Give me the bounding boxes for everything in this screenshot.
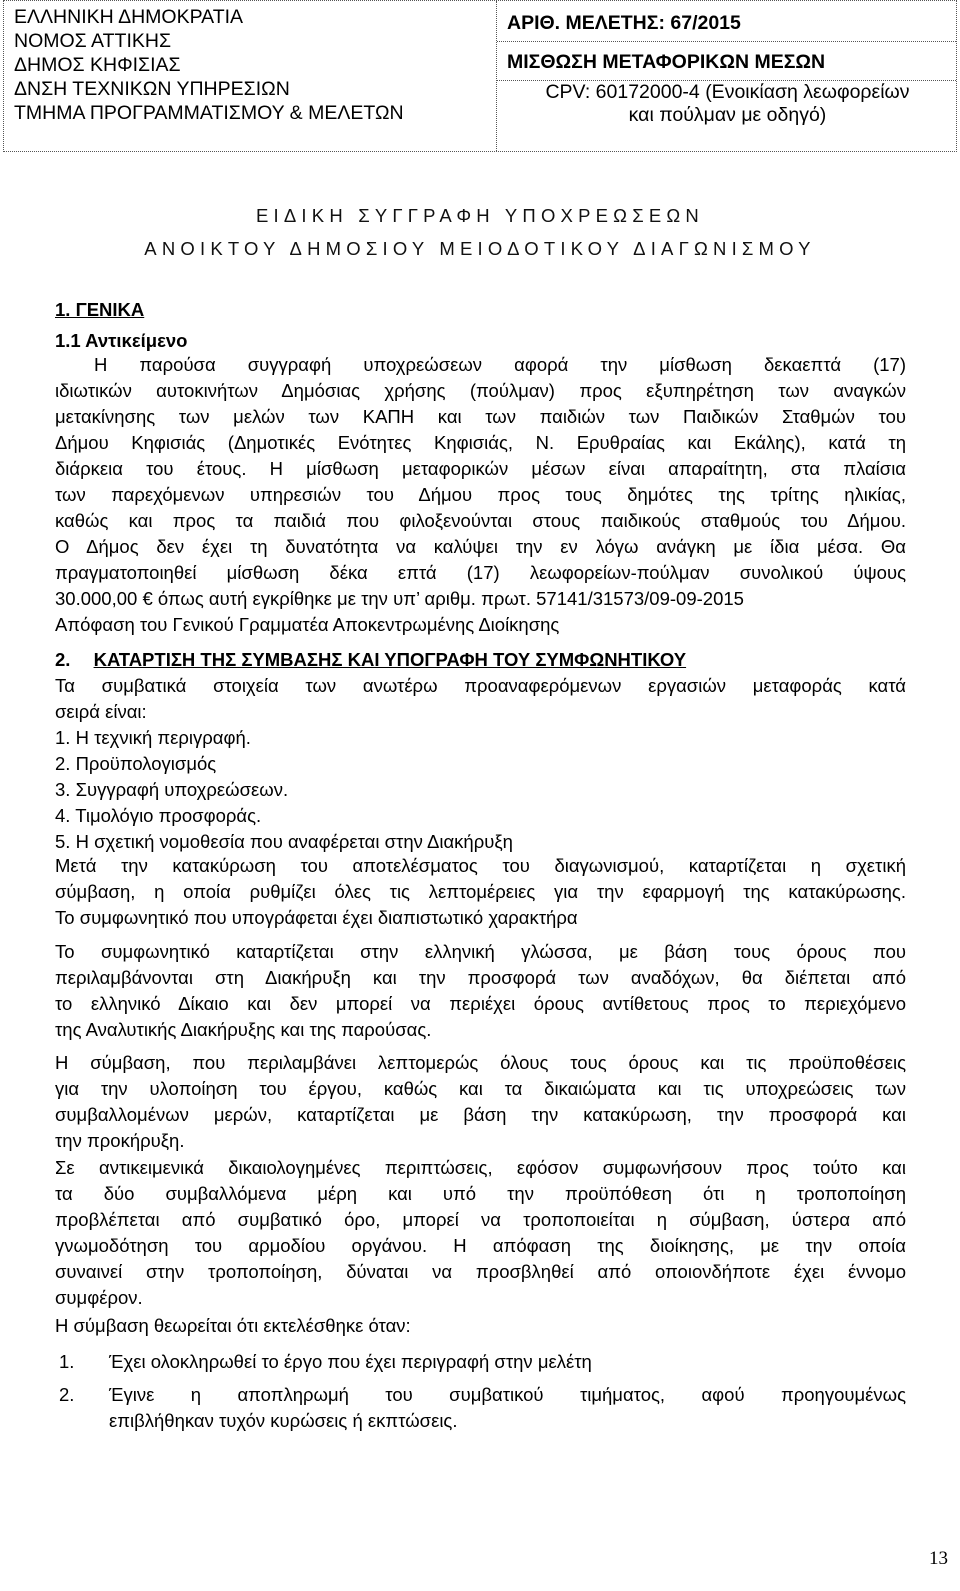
issuing-authority xyxy=(4,1,497,151)
condition-item xyxy=(55,1382,906,1434)
authority-line: ΝΟΜΟΣ ΑΤΤΙΚΗΣ xyxy=(14,30,171,52)
study-info xyxy=(497,1,956,151)
document-title-line1: ΕΙΔΙΚΗ ΣΥΓΓΡΑΦΗ ΥΠΟΧΡΕΩΣΕΩΝ xyxy=(256,205,704,226)
project-title: ΜΙΣΘΩΣΗ ΜΕΤΑΦΟΡΙΚΩΝ ΜΕΣΩΝ xyxy=(497,42,956,81)
text-line: πραγματοποιηθεί μίσθωση δέκα επτά (17) λεωφορείων-πούλμαν συνολικού ύψους xyxy=(55,562,906,583)
page-number: 13 xyxy=(929,1548,948,1569)
text-line: τα δύο συμβαλλόμενα μέρη και υπό την προϋπόθεση ότι η τροποποίηση xyxy=(55,1183,906,1204)
text-line: 30.000,00 € όπως αυτή εγκρίθηκε με την υπ’ αριθμ. πρωτ. 57141/31573/09-09-2015 xyxy=(55,588,744,609)
authority-line: ΕΛΛΗΝΙΚΗ ΔΗΜΟΚΡΑΤΙΑ xyxy=(14,6,244,28)
section-2-number: 2. xyxy=(55,649,71,670)
text-line: το ελληνικό Δίκαιο και δεν μπορεί να περιέχει όρους αντίθετους προς το περιεχόμενο xyxy=(55,993,906,1014)
text-line: μετακίνησης των μελών των ΚΑΠΗ και των παιδιών των Παιδικών Σταθμών του xyxy=(55,406,906,427)
section-heading xyxy=(55,297,906,323)
list-item: 4. Τιμολόγιο προσφοράς. xyxy=(55,805,262,826)
text-line: Τα συμβατικά στοιχεία των ανωτέρω προαναφερόμενων εργασιών μεταφοράς κατά xyxy=(55,675,906,696)
text-line: Μετά την κατακύρωση του αποτελέσματος του διαγωνισμού, καταρτίζεται η σχετική xyxy=(55,855,906,876)
text-line: σειρά είναι: xyxy=(55,701,147,722)
text-line: Η παρούσα συγγραφή υποχρεώσεων αφορά την μίσθωση δεκαεπτά (17) xyxy=(94,354,906,375)
text-line: περιλαμβάνονται στη Διακήρυξη και την προσφορά των αναδόχων, θα διέπεται από xyxy=(55,967,906,988)
text-line: προβλέπεται από συμβατικό όρο, μπορεί να τροποποιείται η σύμβαση, ύστερα από xyxy=(55,1209,906,1230)
text-line: Απόφαση του Γενικού Γραμματέα Αποκεντρωμένης Διοίκησης xyxy=(55,614,560,635)
paragraph xyxy=(55,1155,906,1311)
section-1-heading: 1. ΓΕΝΙΚΑ xyxy=(55,299,145,320)
text-line: για την υλοποίηση του έργου, καθώς και τα δικαιώματα και τις υποχρεώσεις των xyxy=(55,1078,906,1099)
condition-text: επιβλήθηκαν τυχόν κυρώσεις ή εκπτώσεις. xyxy=(109,1410,458,1431)
text-line: καθώς και προς τα παιδιά που φιλοξενούνται στους παιδικούς σταθμούς του Δήμου. xyxy=(55,510,906,531)
text-line: της Αναλυτικής Διακήρυξης και της παρούσας. xyxy=(55,1019,432,1040)
text-line: Ο Δήμος δεν έχει τη δυνατότητα να καλύψει την εν λόγω ανάγκη με ίδια μέσα. Θα xyxy=(55,536,906,557)
document-header xyxy=(3,0,957,152)
condition-text: Έγινε η αποπληρωμή του συμβατικού τιμήματος, αφού προηγουμένως xyxy=(109,1384,906,1405)
authority-line: ΔΗΜΟΣ ΚΗΦΙΣΙΑΣ xyxy=(14,54,181,76)
section-2-heading xyxy=(55,647,906,673)
text-line: συναινεί στην τροποποίηση, δύναται να προσβληθεί από οποιονδήποτε έχει έννομο xyxy=(55,1261,906,1282)
condition-text: Έχει ολοκληρωθεί το έργο που έχει περιγραφή στην μελέτη xyxy=(109,1351,592,1372)
cpv-line: CPV: 60172000-4 (Ενοικίαση λεωφορείων xyxy=(545,81,910,103)
section-2-intro xyxy=(55,673,906,855)
text-line: Δήμου Κηφισιάς (Δημοτικές Ενότητες Κηφισιάς, Ν. Ερυθραίας και Εκάλης), κατά τη xyxy=(55,432,906,453)
paragraph xyxy=(55,939,906,1043)
text-line: την προκήρυξη. xyxy=(55,1130,185,1151)
list-item: 2. Προϋπολογισμός xyxy=(55,753,217,774)
text-line: γνωμοδότηση του αρμοδίου οργάνου. Η απόφαση της διοίκησης, με την οποία xyxy=(55,1235,906,1256)
text-line: Η σύμβαση, που περιλαμβάνει λεπτομερώς όλους τους όρους και τις προϋποθέσεις xyxy=(55,1052,906,1073)
text-line: Το συμφωνητικό καταρτίζεται στην ελληνική γλώσσα, με βάση τους όρους που xyxy=(55,941,906,962)
text-line: ιδιωτικών αυτοκινήτων Δημόσιας χρήσης (πούλμαν) προς εξυπηρέτηση των αναγκών xyxy=(55,380,906,401)
study-number: ΑΡΙΘ. ΜΕΛΕΤΗΣ: 67/2015 xyxy=(497,7,956,42)
text-line: των παρεχόμενων υπηρεσιών του Δήμου προς τους δημότες της τρίτης ηλικίας, xyxy=(55,484,906,505)
section-2-title: ΚΑΤΑΡΤΙΣΗ ΤΗΣ ΣΥΜΒΑΣΗΣ ΚΑΙ ΥΠΟΓΡΑΦΗ ΤΟΥ ΣΥΜΦΩΝΗΤΙΚΟΥ xyxy=(93,649,687,670)
text-line: συμφέρον. xyxy=(55,1287,143,1308)
text-line: διάρκεια του έτους. Η μίσθωση μεταφορικών μέσων είναι απαραίτητη, στα πλαίσια xyxy=(55,458,906,479)
list-item: 1. Η τεχνική περιγραφή. xyxy=(55,727,251,748)
section-1-body xyxy=(55,352,906,638)
authority-line: ΔΝΣΗ ΤΕΧΝΙΚΩΝ ΥΠΗΡΕΣΙΩΝ xyxy=(14,78,290,100)
condition-number: 1. xyxy=(59,1351,75,1372)
paragraph xyxy=(55,1050,906,1154)
text-line: Σε αντικειμενικά δικαιολογημένες περιπτώσεις, εφόσον συμφωνήσουν προς τούτο και xyxy=(55,1157,906,1178)
text-line: σύμβαση, η οποία ρυθμίζει όλες τις λεπτομέρειες για την εφαρμογή της κατακύρωσης. xyxy=(55,881,906,902)
completion-intro: Η σύμβαση θεωρείται ότι εκτελέσθηκε όταν: xyxy=(55,1315,411,1336)
document-title-line2: ΑΝΟΙΚΤΟΥ ΔΗΜΟΣΙΟΥ ΜΕΙΟΔΟΤΙΚΟΥ ΔΙΑΓΩΝΙΣΜΟΥ xyxy=(144,238,816,259)
paragraph xyxy=(55,853,906,931)
condition-item xyxy=(55,1349,906,1375)
list-item: 3. Συγγραφή υποχρεώσεων. xyxy=(55,779,289,800)
cpv-line: και πούλμαν με οδηγό) xyxy=(628,104,827,126)
text-line: συμβαλλομένων μερών, καταρτίζεται με βάση την κατακύρωση, την προσφορά και xyxy=(55,1104,906,1125)
cpv-code xyxy=(497,81,956,127)
condition-number: 2. xyxy=(59,1384,75,1405)
list-item: 5. Η σχετική νομοθεσία που αναφέρεται στην Διακήρυξη xyxy=(55,831,513,852)
authority-line: ΤΜΗΜΑ ΠΡΟΓΡΑΜΜΑΤΙΣΜΟΥ & ΜΕΛΕΤΩΝ xyxy=(14,102,404,124)
subsection-heading: 1.1 Αντικείμενο xyxy=(55,330,188,351)
text-line: Το συμφωνητικό που υπογράφεται έχει διαπιστωτικό χαρακτήρα xyxy=(55,907,578,928)
